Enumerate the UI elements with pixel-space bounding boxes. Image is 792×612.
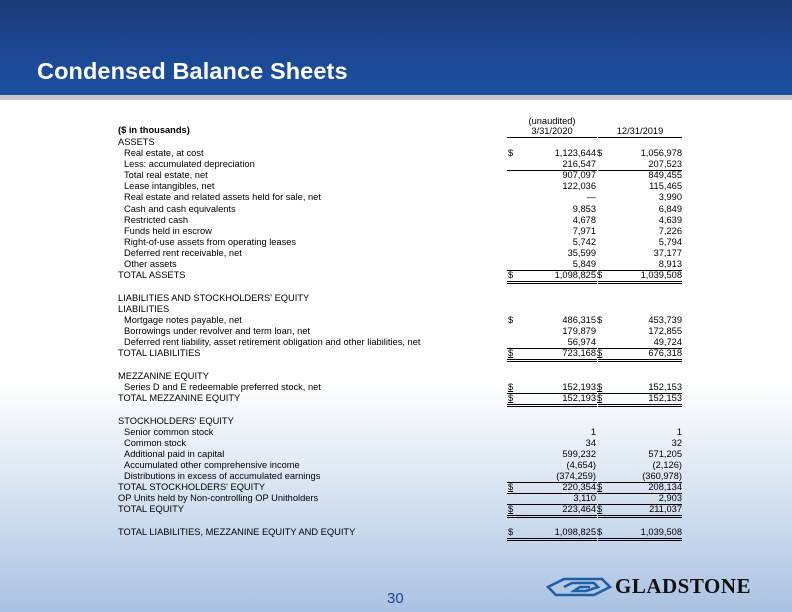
row-label: ASSETS [118,137,155,147]
value-12-31-2019: 7,226 [658,226,682,236]
currency-symbol: $ [597,270,603,280]
row-label: Deferred rent receivable, net [124,248,242,258]
value-3-31-2020: 9,853 [572,204,596,214]
table-row [0,293,792,304]
table-row [0,159,792,170]
underline-rule [598,359,682,360]
value-12-31-2019: 453,739 [648,315,682,325]
value-12-31-2019: 152,153 [648,393,682,403]
table-row [0,427,792,438]
currency-symbol: $ [508,270,514,280]
value-12-31-2019: 1,039,508 [640,527,682,537]
value-12-31-2019: 2,903 [658,493,682,503]
underline-rule [507,538,597,539]
row-label: Real estate and related assets held for sale, net [124,192,321,202]
value-12-31-2019: 37,177 [653,248,682,258]
value-3-31-2020: (4,654) [566,460,596,470]
row-label: TOTAL EQUITY [118,504,184,514]
value-12-31-2019: 1 [676,427,682,437]
row-label: Common stock [124,438,186,448]
row-label: Less: accumulated depreciation [124,159,255,169]
double-underline-rule [507,517,597,518]
table-row [0,204,792,215]
table-row [0,237,792,248]
row-label: TOTAL MEZZANINE EQUITY [118,393,241,403]
value-3-31-2020: 220,354 [562,482,596,492]
currency-symbol: $ [597,315,603,325]
value-3-31-2020: 5,849 [572,259,596,269]
value-3-31-2020: 907,097 [562,170,596,180]
value-12-31-2019: 1,056,978 [640,148,682,158]
row-label: LIABILITIES [118,304,170,314]
value-3-31-2020: 486,315 [562,315,596,325]
currency-symbol: $ [508,527,514,537]
table-row [0,371,792,382]
table-row [0,393,792,404]
value-3-31-2020: 723,168 [562,348,596,358]
table-row [0,270,792,281]
value-12-31-2019: 849,455 [648,170,682,180]
value-12-31-2019: 8,913 [658,259,682,269]
underline-rule [507,515,597,516]
table-row [0,181,792,192]
value-3-31-2020: 34 [585,438,596,448]
value-12-31-2019: 211,037 [649,504,682,514]
table-row [0,504,792,515]
underline-rule [598,281,682,282]
table-row [0,527,792,538]
double-underline-rule [507,283,597,284]
currency-symbol: $ [508,382,514,392]
underline-rule [507,404,597,405]
table-row [0,449,792,460]
double-underline-rule [598,517,682,518]
value-3-31-2020: 223,464 [562,504,596,514]
double-underline-rule [598,361,682,362]
row-label: Real estate, at cost [124,148,204,158]
value-3-31-2020: 1,123,644 [554,148,596,158]
underline-rule [598,515,682,516]
value-12-31-2019: 571,205 [648,449,682,459]
table-row [0,315,792,326]
table-row [0,348,792,359]
currency-symbol: $ [508,393,514,403]
row-label: Deferred rent liability, asset retirement obligation and other liabilities, net [124,337,421,347]
table-row [0,493,792,504]
table-row [0,148,792,159]
double-underline-rule [598,406,682,407]
table-row [0,416,792,427]
row-label: Senior common stock [124,427,214,437]
table-row [0,192,792,203]
value-12-31-2019: 152,153 [648,382,682,392]
double-underline-rule [507,361,597,362]
row-label: Additional paid in capital [124,449,225,459]
currency-symbol: $ [508,348,514,358]
row-label: Mortgage notes payable, net [124,315,242,325]
value-3-31-2020: 4,678 [572,215,596,225]
table-row [0,337,792,348]
currency-symbol: $ [597,504,603,514]
table-row [0,382,792,393]
currency-symbol: $ [597,393,603,403]
table-row [0,438,792,449]
underline-rule [507,281,597,282]
table-row [0,248,792,259]
value-3-31-2020: — [586,192,596,202]
row-label: Lease intangibles, net [124,181,215,191]
currency-symbol: $ [508,482,514,492]
currency-symbol: $ [597,382,603,392]
value-3-31-2020: 35,599 [567,248,596,258]
table-row [0,460,792,471]
underline-rule [598,538,682,539]
value-12-31-2019: 5,794 [658,237,682,247]
value-3-31-2020: 56,974 [567,337,596,347]
value-12-31-2019: 1,039,508 [640,270,682,280]
title-bar-rule [0,95,792,100]
value-12-31-2019: 676,318 [648,348,682,358]
value-12-31-2019: 172,855 [648,326,682,336]
col1-date: 3/31/2020 [531,126,573,136]
row-label: OP Units held by Non-controlling OP Unitholders [118,493,319,503]
table-row [0,226,792,237]
row-label: Series D and E redeemable preferred stock, net [124,382,321,392]
row-label: LIABILITIES AND STOCKHOLDERS' EQUITY [118,293,310,303]
value-3-31-2020: 1,098,825 [554,527,596,537]
underline-rule [507,359,597,360]
value-12-31-2019: 4,639 [658,215,682,225]
underline-rule [598,404,682,405]
currency-symbol: $ [508,315,514,325]
row-label: Cash and cash equivalents [124,204,236,214]
table-row [0,471,792,482]
value-12-31-2019: 115,465 [649,181,682,191]
currency-symbol: $ [597,482,603,492]
row-label: TOTAL ASSETS [118,270,186,280]
row-label: TOTAL LIABILITIES, MEZZANINE EQUITY AND EQUITY [118,527,356,537]
table-row [0,326,792,337]
value-3-31-2020: 7,971 [572,226,596,236]
table-row [0,304,792,315]
unaudited-note: (unaudited) [528,116,576,126]
value-12-31-2019: 207,523 [648,159,682,169]
row-label: STOCKHOLDERS' EQUITY [118,416,234,426]
brand-name: GLADSTONE [615,574,751,598]
currency-symbol: $ [597,527,603,537]
row-label: MEZZANINE EQUITY [118,371,209,381]
value-3-31-2020: 5,742 [572,237,596,247]
value-3-31-2020: 3,110 [573,493,596,503]
value-12-31-2019: 6,849 [658,204,682,214]
row-label: Total real estate, net [124,170,208,180]
double-underline-rule [598,540,682,541]
value-12-31-2019: 49,724 [653,337,682,347]
row-label: Restricted cash [124,215,189,225]
value-3-31-2020: 1 [590,427,596,437]
currency-symbol: $ [597,348,603,358]
row-label: TOTAL LIABILITIES [118,348,201,358]
table-row [0,170,792,181]
value-3-31-2020: 599,232 [562,449,596,459]
value-3-31-2020: 122,036 [562,181,596,191]
row-label: Borrowings under revolver and term loan, net [124,326,311,336]
row-label: TOTAL STOCKHOLDERS' EQUITY [118,482,266,492]
table-row [0,482,792,493]
value-12-31-2019: 32 [671,438,682,448]
row-label: Distributions in excess of accumulated earnings [124,471,321,481]
col2-header: 12/31/2019 [616,126,664,136]
currency-symbol: $ [508,148,514,158]
table-row [0,259,792,270]
value-12-31-2019: 208,134 [648,482,682,492]
currency-symbol: $ [508,504,514,514]
value-3-31-2020: 179,879 [562,326,596,336]
value-3-31-2020: 152,193 [562,393,596,403]
double-underline-rule [598,283,682,284]
value-12-31-2019: 3,990 [658,192,682,202]
value-12-31-2019: (2,126) [652,460,682,470]
page-number: 30 [387,590,404,607]
value-12-31-2019: (360,978) [642,471,682,481]
value-3-31-2020: (374,259) [556,471,596,481]
unit-label: ($ in thousands) [118,125,190,135]
row-label: Other assets [124,259,177,269]
double-underline-rule [507,406,597,407]
row-label: Right-of-use assets from operating leases [124,237,297,247]
table-row [0,215,792,226]
unit-row [0,125,792,136]
value-3-31-2020: 1,098,825 [554,270,596,280]
double-underline-rule [507,540,597,541]
table-row [0,137,792,148]
row-label: Accumulated other comprehensive income [124,460,300,470]
value-3-31-2020: 152,193 [562,382,596,392]
row-label: Funds held in escrow [124,226,212,236]
slide-title: Condensed Balance Sheets [37,58,348,84]
currency-symbol: $ [597,148,603,158]
value-3-31-2020: 216,547 [562,159,596,169]
